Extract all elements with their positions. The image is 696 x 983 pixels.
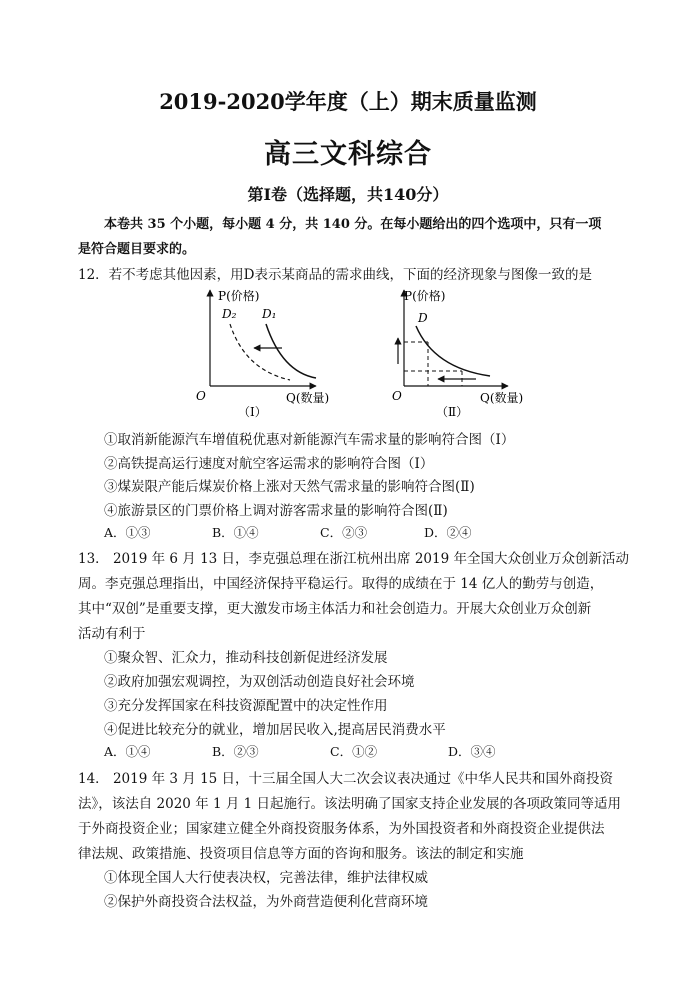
q13-option-4: ④促进比较充分的就业，增加居民收入,提高居民消费水平 [104, 722, 446, 738]
q13-choice-b: B．②③ [212, 744, 259, 759]
graph1-origin: O [196, 389, 206, 403]
graph1-d1-curve [266, 324, 316, 378]
q14-stem-line-1: 14． 2019 年 3 月 15 日，十三届全国人大二次会议表决通过《中华人民共和国外商投资 [78, 771, 614, 787]
q12-option-4: ④旅游景区的门票价格上调对游客需求量的影响符合图(Ⅱ) [104, 503, 448, 519]
q13-stem-line-3: 其中“双创”是重要支撑，更大激发市场主体活力和社会创造力。开展大众创业万众创新 [78, 601, 592, 617]
q12-choice-d: D．②④ [424, 525, 472, 540]
q12-choice-c: C．②③ [320, 525, 368, 540]
q12-graphs [190, 282, 530, 422]
graph-2 [392, 288, 523, 419]
q14-option-2: ②保护外商投资合法权益，为外商营造便利化营商环境 [104, 894, 428, 910]
q12-option-2: ②高铁提高运行速度对航空客运需求的影响符合图（Ⅰ） [104, 456, 434, 472]
graph2-origin: O [392, 389, 402, 403]
q13-stem-line-1: 13． 2019 年 6 月 13 日，李克强总理在浙江杭州出席 2019 年全国大众创业万众创新活动 [78, 551, 629, 567]
graph1-d2-label: D₂ [222, 307, 237, 321]
q13-stem-line-2: 周。李克强总理指出，中国经济保持平稳运行。取得的成绩在于 14 亿人的勤劳与创造， [78, 576, 604, 592]
q13-option-2: ②政府加强宏观调控，为双创活动创造良好社会环境 [104, 674, 415, 690]
q12-option-3: ③煤炭限产能后煤炭价格上涨对天然气需求量的影响符合图(Ⅱ) [104, 479, 475, 495]
graph2-x-label: Q(数量) [480, 391, 524, 405]
graph2-d-curve [416, 326, 490, 376]
q14-option-1: ①体现全国人大行使表决权，完善法律，维护法律权威 [104, 870, 428, 886]
q13-option-3: ③充分发挥国家在科技资源配置中的决定性作用 [104, 698, 388, 714]
graph1-caption: （Ⅰ） [238, 405, 267, 419]
q14-stem-line-3: 于外商投资企业；国家建立健全外商投资服务体系，为外国投资者和外商投资企业提供法 [78, 821, 605, 837]
q14-stem-line-2: 法》，该法自 2020 年 1 月 1 日起施行。该法明确了国家支持企业发展的各项政策同等适用 [78, 796, 622, 812]
graph2-caption: （Ⅱ） [436, 405, 469, 419]
q12-choice-b: B．①④ [212, 525, 259, 540]
graph1-d2-curve [230, 324, 290, 380]
q13-choice-d: D．③④ [448, 744, 496, 759]
graph2-d-label: D [418, 311, 428, 325]
graph1-x-label: Q(数量) [286, 391, 330, 405]
graph1-d1-label: D₁ [262, 307, 277, 321]
graph1-y-label: P(价格) [218, 289, 260, 303]
q12-stem: 12．若不考虑其他因素，用D表示某商品的需求曲线，下面的经济现象与图像一致的是 [78, 267, 593, 283]
subject-title: 高三文科综合 [264, 139, 432, 170]
q12-option-1: ①取消新能源汽车增值税优惠对新能源汽车需求量的影响符合图（Ⅰ） [104, 432, 515, 448]
instructions-line-1: 本卷共 35 个小题，每小题 4 分，共 140 分。在每小题给出的四个选项中，只有一项 [104, 217, 602, 232]
graph2-y-label: P(价格) [404, 289, 446, 303]
q13-stem-line-4: 活动有利于 [78, 626, 146, 642]
q13-choice-c: C．①② [330, 744, 378, 759]
section-title: 第Ⅰ卷（选择题，共140分） [247, 185, 449, 204]
q12-choice-a: A．①③ [104, 525, 151, 540]
exam-title: 2019-2020学年度（上）期末质量监测 [159, 89, 537, 114]
q13-option-1: ①聚众智、汇众力，推动科技创新促进经济发展 [104, 650, 388, 666]
q14-stem-line-4: 律法规、政策措施、投资项目信息等方面的咨询和服务。该法的制定和实施 [78, 846, 524, 862]
graph-1 [196, 288, 329, 419]
q13-choice-a: A．①④ [104, 744, 151, 759]
instructions-line-2: 是符合题目要求的。 [78, 242, 196, 257]
